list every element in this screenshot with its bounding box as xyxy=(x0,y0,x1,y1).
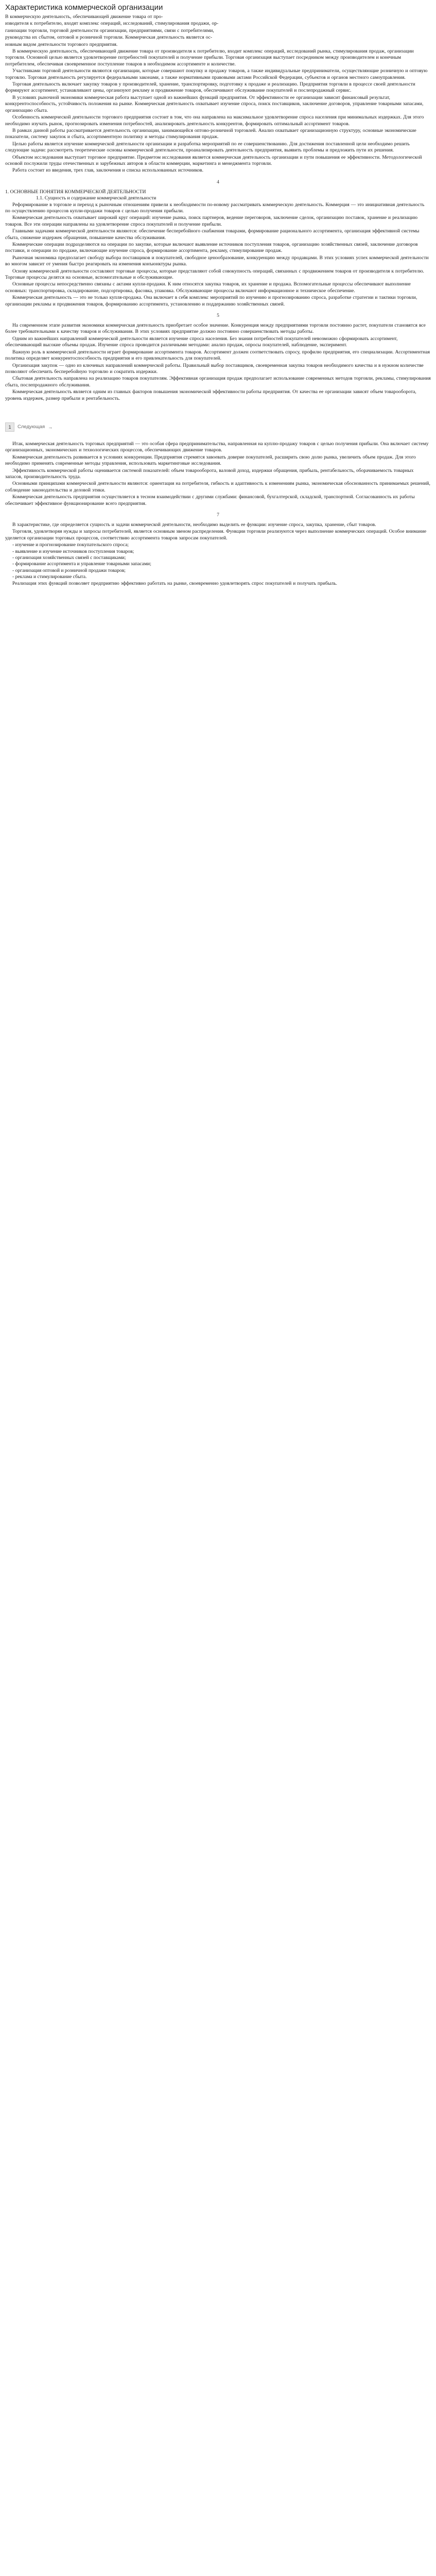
chapter-heading: 1. ОСНОВНЫЕ ПОНЯТИЯ КОММЕРЧЕСКОЙ ДЕЯТЕЛЬНОСТИ xyxy=(5,189,146,195)
paragraph: Коммерческая деятельность развивается в условиях конкуренции. Предприятия стремятся завоевать доверие покупателей, расширить свою долю рынка, увеличить объем продаж. Для этого необходимо применять современные методы управления, использовать маркетинговые исследования. xyxy=(5,454,416,467)
paragraph: Сбытовая деятельность направлена на реализацию товаров покупателям. Эффективная организация продаж предполагает использование современных методов торговли, рекламы, стимулирования сбыта, послепродажного обслуживания. xyxy=(5,376,431,388)
paragraph: Коммерческая деятельность — это не только купля-продажа. Она включает в себя комплекс мероприятий по изучению и прогнозированию спроса, разработке стратегии и тактики торговли, организации рекламы и продвижения товаров, формированию ассортимента, установлению и поддержанию хозяйственных связей. xyxy=(5,295,417,307)
page-1-button[interactable]: 1 xyxy=(5,422,14,432)
paragraph: Организация закупок — одно из ключевых направлений коммерческой работы. Правильный выбор поставщиков, своевременная закупка товаров необходимого качества и в нужном количестве позволяют обеспечить бесперебойную торговлю и сократить издержки. xyxy=(5,362,424,375)
paragraph: Торговля, удовлетворяя нужды и запросы потребителей, является основным звеном распределения. Функции торговли реализуются через выполнение коммерческих операций. Особое внимание уделяется организации торговых процессов, соответствию ассортимента товаров запросам покупателей. xyxy=(5,529,427,541)
intro-section xyxy=(5,14,431,174)
paragraph: В коммерческую деятельность, обеспечивающей движение товара от производителя к потребителю, входит комплекс операций, исследований рынка, стимулирования продаж, организации торговли. Основной целью является удовлетворение потребностей покупателей и получение прибыли. Торговая организация выступает посредником между производителем и конечным потребителем, обеспечивая своевременное поступление товаров в необходимом ассортименте и количестве. xyxy=(5,48,414,67)
intro-line: руководства их сбытом, оптовой и розничной торговли. Коммерческая деятельность является ос- xyxy=(5,35,213,41)
paragraph: Итак, коммерческая деятельность торговых предприятий — это особая сфера предпринимательства, направленная на куплю-продажу товаров с целью получения прибыли. Она включает систему организационных, экономических и технологических процессов, обеспечивающих движение товаров. xyxy=(5,440,429,453)
paragraph: Рыночная экономика предполагает свободу выбора поставщиков и покупателей, свободное ценообразование, конкуренцию между продавцами. В этих условиях успех коммерческой деятельности во многом зависит от умения быстро реагировать на изменения конъюнктуры рынка. xyxy=(5,255,429,267)
paragraph: Коммерческая деятельность предприятия осуществляется в тесном взаимодействии с другими службами: финансовой, бухгалтерской, складской, транспортной. Согласованность их работы обеспечивает эффективное функционирование всего предприятия. xyxy=(5,494,415,506)
section-heading: 1.1. Сущность и содержание коммерческой деятельности xyxy=(36,195,156,201)
list-item: - формирование ассортимента и управление товарными запасами; xyxy=(12,561,151,567)
body-section xyxy=(5,522,431,541)
paragraph: На современном этапе развития экономики коммерческая деятельность приобретает особое значение. Конкуренция между предприятиями торговли постоянно растет, покупатели становятся все более требовательными к качеству товаров и обслуживания. В этих условиях предприятие должно постоянно совершенствовать методы работы. xyxy=(5,323,426,335)
paragraph: Основу коммерческой деятельности составляют торговые процессы, которые представляют собой совокупность операций, связанных с продвижением товаров от производителя к потребителю. Торговые процессы делятся на основные, вспомогательные и обслуживающие. xyxy=(5,268,424,281)
body-section xyxy=(5,441,431,507)
paragraph: Работа состоит из введения, трех глав, заключения и списка использованных источников. xyxy=(12,167,203,174)
list-item: - изучение и прогнозирование покупательского спроса; xyxy=(12,542,129,548)
intro-line: изводителя к потребителю, входят комплекс операций, исследований, стимулирования продажи, ор- xyxy=(5,21,219,27)
list-item: - организация хозяйственных связей с поставщиками; xyxy=(12,555,126,561)
arrow-right-icon[interactable]: → xyxy=(48,424,53,430)
paragraph: В характеристике, где определяется сущность и задачи коммерческой деятельности, необходимо выделить ее функции: изучение спроса, закупка, хранение, сбыт товаров. xyxy=(12,522,376,528)
list-item: - реклама и стимулирование сбыта. xyxy=(12,574,87,580)
page-number: 4 xyxy=(217,179,219,185)
page-number: 5 xyxy=(217,313,219,319)
paragraph: Реформирование в торговле и переход к рыночным отношениям привели к необходимости по-новому рассматривать коммерческую деятельность. Коммерция — это инициативная деятельность по осуществлению процессов купли-продажи товаров с целью получения прибыли. xyxy=(5,201,425,214)
paragraph: В условиях рыночной экономики коммерческая работа выступает одной из важнейших функций предприятия. От эффективности ее организации зависит финансовый результат, конкурентоспособность, устойчивость положения на рынке. Коммерческая деятельность охватывает изучение спроса, поиск поставщиков, заключение договоров, управление товарными запасами, организацию сбыта. xyxy=(5,94,424,113)
paragraph: Основными принципами коммерческой деятельности являются: ориентация на потребителя, гибкость и адаптивность к изменениям рынка, экономическая обоснованность принимаемых решений, соблюдение законодательства и деловой этики. xyxy=(5,481,430,493)
functions-list xyxy=(5,542,431,580)
next-page-link[interactable]: Следующая xyxy=(18,424,45,430)
paragraph: Особенность коммерческой деятельности торгового предприятия состоит в том, что она направлена на максимальное удовлетворение спроса населения при минимальных издержках. Для этого необходимо изучать рынок, прогнозировать изменения потребностей, анализировать деятельность конкурентов, формировать оптимальный ассортимент товаров. xyxy=(5,114,424,127)
paragraph: Эффективность коммерческой работы оценивается системой показателей: объем товарооборота, валовой доход, издержки обращения, прибыль, рентабельность, оборачиваемость товарных запасов, производительность труда. xyxy=(5,467,414,480)
paragraph: Целью работы является изучение коммерческой деятельности организации и разработка мероприятий по ее совершенствованию. Для достижения поставленной цели необходимо решить следующие задачи: рассмотреть теоретические основы коммерческой деятельности, проанализировать деятельность предприятия, выявить проблемы и предложить пути их решения. xyxy=(5,141,410,154)
intro-line: В коммерческую деятельность, обеспечивающей движение товара от про- xyxy=(5,14,163,20)
paragraph: Коммерческая деятельность является одним из главных факторов повышения экономической эффективности работы предприятия. От качества ее организации зависят объем товарооборота, уровень издержек, размер прибыли и рентабельность. xyxy=(5,389,416,401)
intro-line: новным видом деятельности торгового предприятия. xyxy=(5,41,118,47)
paragraph: Коммерческая деятельность охватывает широкий круг операций: изучение рынка, поиск партнеров, ведение переговоров, заключение сделок, организацию поставок, хранение и реализацию товаров. Все эти операции направлены на удовлетворение спроса покупателей и получение прибыли. xyxy=(5,215,417,227)
document-title: Характеристика коммерческой организации xyxy=(5,3,163,12)
body-section xyxy=(5,323,431,402)
paragraph: Коммерческие операции подразделяются на операции по закупке, которые включают выявление источников поступления товаров, организацию хозяйственных связей, заключение договоров поставки, и операции по продаже, включающие изучение спроса, формирование ассортимента, рекламу, стимулирование продаж. xyxy=(5,242,418,254)
pagination xyxy=(5,422,431,432)
list-item: - выявление и изучение источников поступления товаров; xyxy=(12,548,134,554)
paragraph: Торговая деятельность включает закупку товаров у производителей, хранение, транспортировку, подготовку к продаже и реализацию. Предприятия торговли в процессе своей деятельности формируют ассортимент, устанавливают цены, организуют рекламу и продвижение товаров, обеспечивают обслуживание покупателей и послепродажный сервис. xyxy=(5,81,415,94)
paragraph: Участниками торговой деятельности являются организации, которые совершают покупку и продажу товаров, а также индивидуальные предприниматели, осуществляющие розничную и оптовую торговлю. Торговая деятельность регулируется федеральными законами, а также нормативными правовыми актами Российской Федерации, субъектов и органов местного самоуправления. xyxy=(5,68,428,80)
chapter-section xyxy=(5,202,431,308)
paragraph: Важную роль в коммерческой деятельности играет формирование ассортимента товаров. Ассортимент должен соответствовать спросу, профилю предприятия, его специализации. Ассортиментная политика определяет конкурентоспособность предприятия и его привлекательность для покупателей. xyxy=(5,349,430,362)
paragraph: Одним из важнейших направлений коммерческой деятельности является изучение спроса населения. Без знания потребностей покупателей невозможно сформировать ассортимент, обеспечивающий высокие объемы продаж. Изучение спроса проводится различными методами: анализ продаж, опросы покупателей, наблюдение, эксперимент. xyxy=(5,335,398,348)
paragraph: Основные процессы непосредственно связаны с актами купли-продажи. К ним относятся закупка товаров, их хранение и продажа. Вспомогательные процессы обеспечивают выполнение основных: транспортировка, складирование, подсортировка, фасовка, упаковка. Обслуживающие процессы включают информационное и техническое обеспечение. xyxy=(5,281,411,294)
paragraph: Объектом исследования выступает торговое предприятие. Предметом исследования является коммерческая деятельность организации и пути повышения ее эффективности. Методологической основой послужили труды отечественных и зарубежных авторов в области коммерции, маркетинга и менеджмента торговли. xyxy=(5,154,422,166)
page-number: 7 xyxy=(217,512,219,518)
intro-line: ганизации торговли, торговой деятельности организации, предприятиями, связи с потребителями, xyxy=(5,27,214,33)
paragraph: В рамках данной работы рассматривается деятельность организации, занимающейся оптово-розничной торговлей. Анализ охватывает организационную структуру, основные экономические показатели, систему закупок и сбыта, ассортиментную политику и методы стимулирования продаж. xyxy=(5,127,416,140)
paragraph: Реализация этих функций позволяет предприятию эффективно работать на рынке, своевременно удовлетворять спрос покупателей и получать прибыль. xyxy=(12,580,337,586)
body-section xyxy=(5,581,431,587)
list-item: - организация оптовой и розничной продажи товаров; xyxy=(12,567,126,573)
paragraph: Главными задачами коммерческой деятельности являются: обеспечение бесперебойного снабжения товарами, формирование рационального ассортимента, организация эффективной системы сбыта, снижение издержек обращения, повышение качества обслуживания. xyxy=(5,228,420,241)
